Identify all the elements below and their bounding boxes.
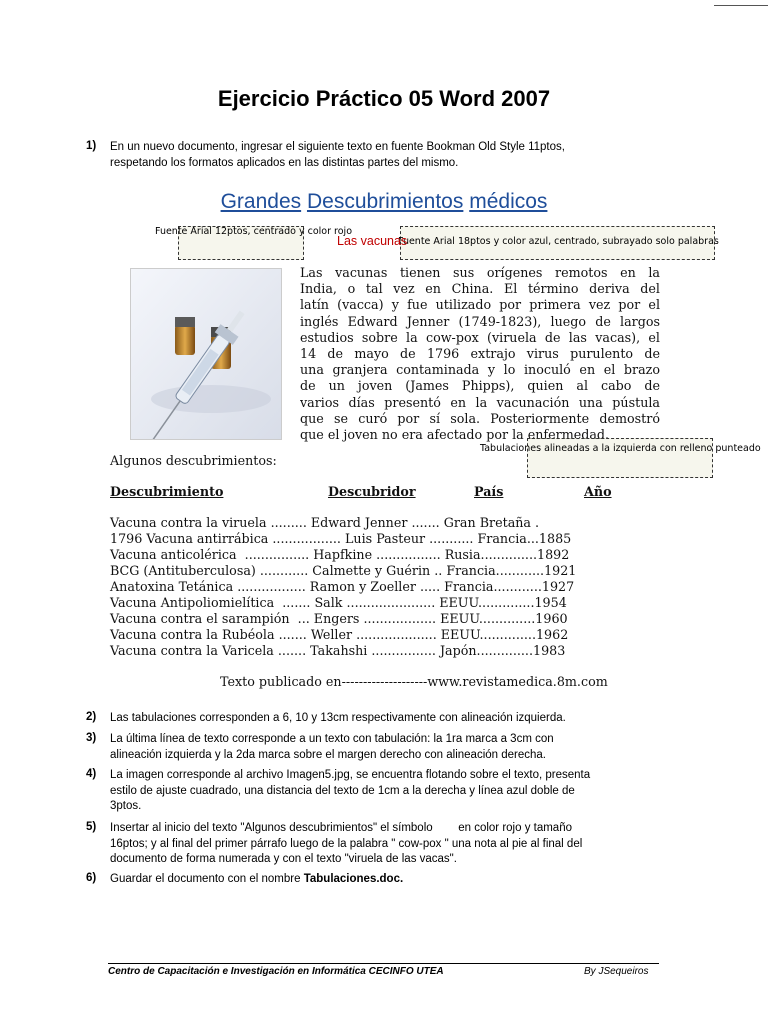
algunos-label: Algunos descubrimientos: bbox=[110, 453, 277, 468]
table-row: Vacuna anticolérica ................ Hapfkine ................ Rusia..............1892 bbox=[110, 547, 570, 562]
page-title: Ejercicio Práctico 05 Word 2007 bbox=[217, 86, 551, 111]
published-line: Texto publicado en--------------------www.revistamedica.8m.com bbox=[220, 674, 608, 689]
vaccine-paragraph: Las vacunas tienen sus orígenes remotos en la India, o tal vez en China. El término deriva del latín (vacca) y fue utilizado por primera vez por el inglés Edward Jenner (1749-1823), luego de largos estudios sobre la cow-pox (viruela de las vacas), el 14 de mayo de 1796 extrajo virus purulento de una granjera contaminada y lo inoculó en el brazo de un joven (James Phipps), quien al cabo de varios días presentó en la vacunación una pústula que se curó por sí sola. Posteriormente demostró que el joven no era afectado por la enfermedad. bbox=[300, 265, 660, 442]
instruction-6: Guardar el documento con el nombre Tabulaciones.doc. bbox=[110, 873, 404, 885]
instruction-1: En un nuevo documento, ingresar el siguiente texto en fuente Bookman Old Style 11ptos, respetando los formatos aplicados en las distintas partes del mismo. bbox=[110, 141, 565, 169]
instruction-number: 6) bbox=[86, 872, 97, 884]
header-anio: Año bbox=[584, 484, 612, 499]
callout-right: Fuente Arial 18ptos y color azul, centrado, subrayado solo palabras bbox=[398, 236, 719, 247]
subtitle-las-vacunas: Las vacunas bbox=[337, 234, 408, 248]
instruction-number: 4) bbox=[86, 768, 97, 780]
table-row: Vacuna contra la Varicela ....... Takahshi ................ Japón..............1983 bbox=[110, 643, 566, 658]
instruction-number: 2) bbox=[86, 711, 97, 723]
instruction-2: Las tabulaciones corresponden a 6, 10 y 13cm respectivamente con alineación izquierda. bbox=[110, 712, 566, 724]
footer-rule bbox=[108, 963, 659, 964]
callout-left: Fuente Arial 12ptos, centrado y color rojo bbox=[155, 226, 353, 237]
top-rule bbox=[714, 5, 768, 6]
table-row: Vacuna Antipoliomielítica ....... Salk ...................... EEUU..............1954 bbox=[110, 595, 567, 610]
instruction-number: 3) bbox=[86, 732, 97, 744]
header-descubrimiento: Descubrimiento bbox=[110, 484, 224, 499]
header-pais: País bbox=[474, 484, 504, 499]
syringe-vaccine-icon bbox=[131, 269, 281, 439]
table-row: Vacuna contra el sarampión ... Engers .................. EEUU..............1960 bbox=[110, 611, 568, 626]
table-row: Vacuna contra la viruela ......... Edward Jenner ....... Gran Bretaña . bbox=[110, 515, 540, 530]
instruction-3: La última línea de texto corresponde a un texto con tabulación: la 1ra marca a 3cm con alineación izquierda y la 2da marca sobre el margen derecho con alineación derecha. bbox=[110, 733, 554, 761]
table-row: Anatoxina Tetánica ................. Ramon y Zoeller ..... Francia............1927 bbox=[110, 579, 575, 594]
header-descubridor: Descubridor bbox=[328, 484, 416, 499]
instruction-number: 1) bbox=[86, 140, 97, 152]
syringe-image bbox=[130, 268, 282, 440]
grandes-heading: Grandes Descubrimientos médicos bbox=[220, 190, 548, 213]
table-row: Vacuna contra la Rubéola ....... Weller .................... EEUU..............1962 bbox=[110, 627, 569, 642]
callout-tabs: Tabulaciones alineadas a la izquierda con relleno punteado bbox=[480, 443, 761, 454]
instruction-4: La imagen corresponde al archivo Imagen5.jpg, se encuentra flotando sobre el texto, presenta estilo de ajuste cuadrado, una distancia del texto de 1cm a la derecha y línea azul doble de 3ptos. bbox=[110, 769, 591, 812]
instruction-number: 5) bbox=[86, 821, 97, 833]
footer-org: Centro de Capacitación e Investigación en Informática CECINFO UTEA bbox=[108, 966, 444, 977]
footer-author: By JSequeiros bbox=[584, 966, 649, 977]
table-row: 1796 Vacuna antirrábica ................. Luis Pasteur ........... Francia...1885 bbox=[110, 531, 572, 546]
instruction-5: Insertar al inicio del texto "Algunos descubrimientos" el símbolo en color rojo y tamaño 16ptos; y al final del primer párrafo luego de la palabra " cow-pox " una nota al pie al final del documento de forma numerada y con el texto "viruela de las vacas". bbox=[110, 822, 583, 865]
table-row: BCG (Antituberculosa) ............ Calmette y Guérin .. Francia............1921 bbox=[110, 563, 577, 578]
